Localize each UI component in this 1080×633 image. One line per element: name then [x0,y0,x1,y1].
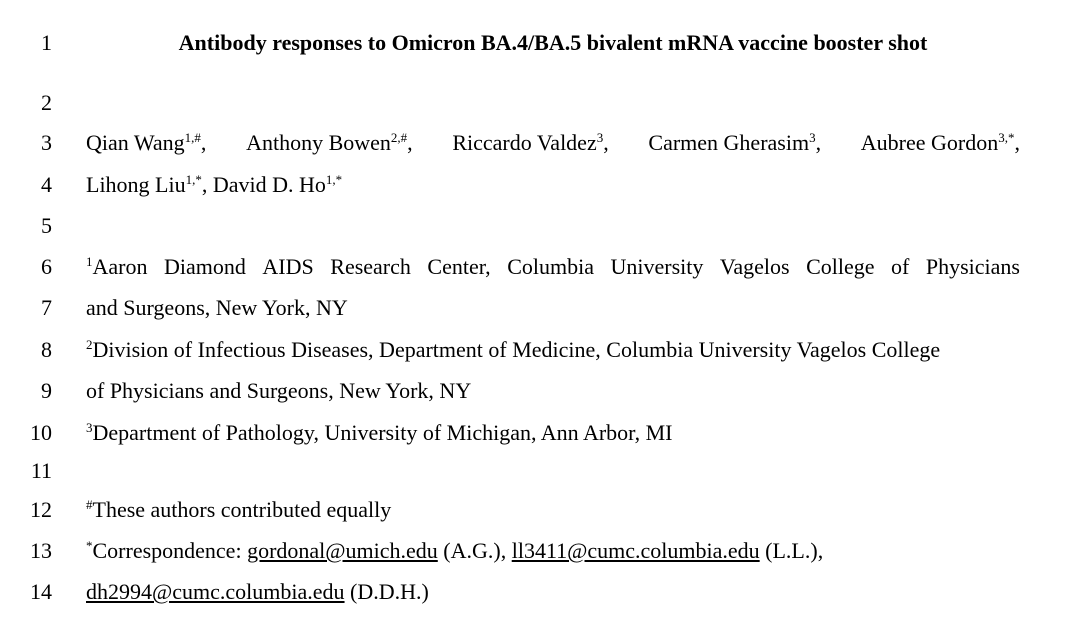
affiliation-word: University [610,254,704,279]
affiliation-word: of [891,254,910,279]
equal-contribution-note [86,497,1020,523]
affiliation-2-line-2: of Physicians and Surgeons, New York, NY [86,378,472,403]
author-separator: , [1014,130,1020,155]
correspondence-initials: (D.D.H.) [344,579,429,604]
author-name: Lihong Liu [86,172,186,197]
line-number: 6 [41,254,52,279]
line-number: 12 [30,497,52,522]
author-separator: , [603,130,609,155]
author-separator: , [200,130,207,155]
email-link-ll3411[interactable]: ll3411@cumc.columbia.edu [511,538,760,563]
correspondence-line-2 [86,579,1020,605]
affiliation-word [86,254,147,280]
affiliation-word: Diamond [164,254,246,279]
author-list-line-2 [86,172,1020,198]
author-name: Aubree Gordon [860,130,999,155]
line-number: 1 [41,30,52,55]
email-link-gordonal[interactable]: gordonal@umich.edu [247,538,438,563]
line-number: 5 [41,213,52,238]
affiliation-marker: 2 [86,337,93,352]
author [86,172,207,197]
author-separator: , [201,172,208,197]
author-affiliation-marker: 1,* [325,172,343,187]
affiliation-word: Research [330,254,411,279]
line-number: 9 [41,378,52,403]
affiliation-3-line-1 [86,420,1020,446]
line-number: 13 [30,538,52,563]
affiliation-word: Columbia [507,254,594,279]
affiliation-word: Center, [427,254,491,279]
author-name: Qian Wang [86,130,185,155]
author-name: Anthony Bowen [246,130,391,155]
author-affiliation-marker: 3 [809,130,816,145]
line-number: 3 [41,130,52,155]
equal-contribution-text: These authors contributed equally [92,497,392,522]
correspondence-marker: * [86,538,93,553]
author [86,130,206,156]
author-name: Riccardo Valdez [452,130,597,155]
line-number: 14 [30,579,52,604]
affiliation-text: Division of Infectious Diseases, Department of Medicine, Columbia University Vagelos College [92,337,941,362]
affiliation-1-line-2: and Surgeons, New York, NY [86,295,348,320]
affiliation-word: AIDS [262,254,314,279]
correspondence-label: Correspondence: [92,538,248,563]
affiliation-1-line-1 [86,254,1020,280]
line-number: 8 [41,337,52,362]
affiliation-marker: 3 [86,420,93,435]
equal-contribution-marker: # [86,497,93,512]
affiliation-2-line-1 [86,337,1020,363]
author [861,130,1020,156]
author-affiliation-marker: 1,# [184,130,201,145]
correspondence-initials: (L.L.), [759,538,824,563]
line-number: 11 [30,458,52,483]
author-name: David D. Ho [212,172,326,197]
author-affiliation-marker: 1,* [185,172,202,187]
author-separator: , [407,130,413,155]
line-number: 7 [41,295,52,320]
author-separator: , [815,130,822,155]
affiliation-word-text: Aaron [92,254,148,279]
author-affiliation-marker: 2,# [390,130,408,145]
author-name: Carmen Gherasim [648,130,810,155]
paper-title: Antibody responses to Omicron BA.4/BA.5 bivalent mRNA vaccine booster shot [178,30,928,55]
correspondence-line-1 [86,538,1020,564]
affiliation-word: College [806,254,875,279]
author-affiliation-marker: 3,* [998,130,1015,145]
author [452,130,608,156]
author-list-line-1 [86,130,1020,156]
author [648,130,821,156]
affiliation-word: Vagelos [719,254,790,279]
correspondence-initials: (A.G.), [437,538,512,563]
line-number: 4 [41,172,52,197]
email-link-dh2994[interactable]: dh2994@cumc.columbia.edu [86,579,345,604]
author-affiliation-marker: 3 [596,130,604,145]
affiliation-word: Physicians [925,254,1020,279]
line-number: 10 [30,420,52,445]
affiliation-text: Department of Pathology, University of Michigan, Ann Arbor, MI [92,420,673,445]
author [213,172,342,197]
affiliation-marker: 1 [86,254,93,269]
author [246,130,413,156]
line-number: 2 [41,90,52,115]
